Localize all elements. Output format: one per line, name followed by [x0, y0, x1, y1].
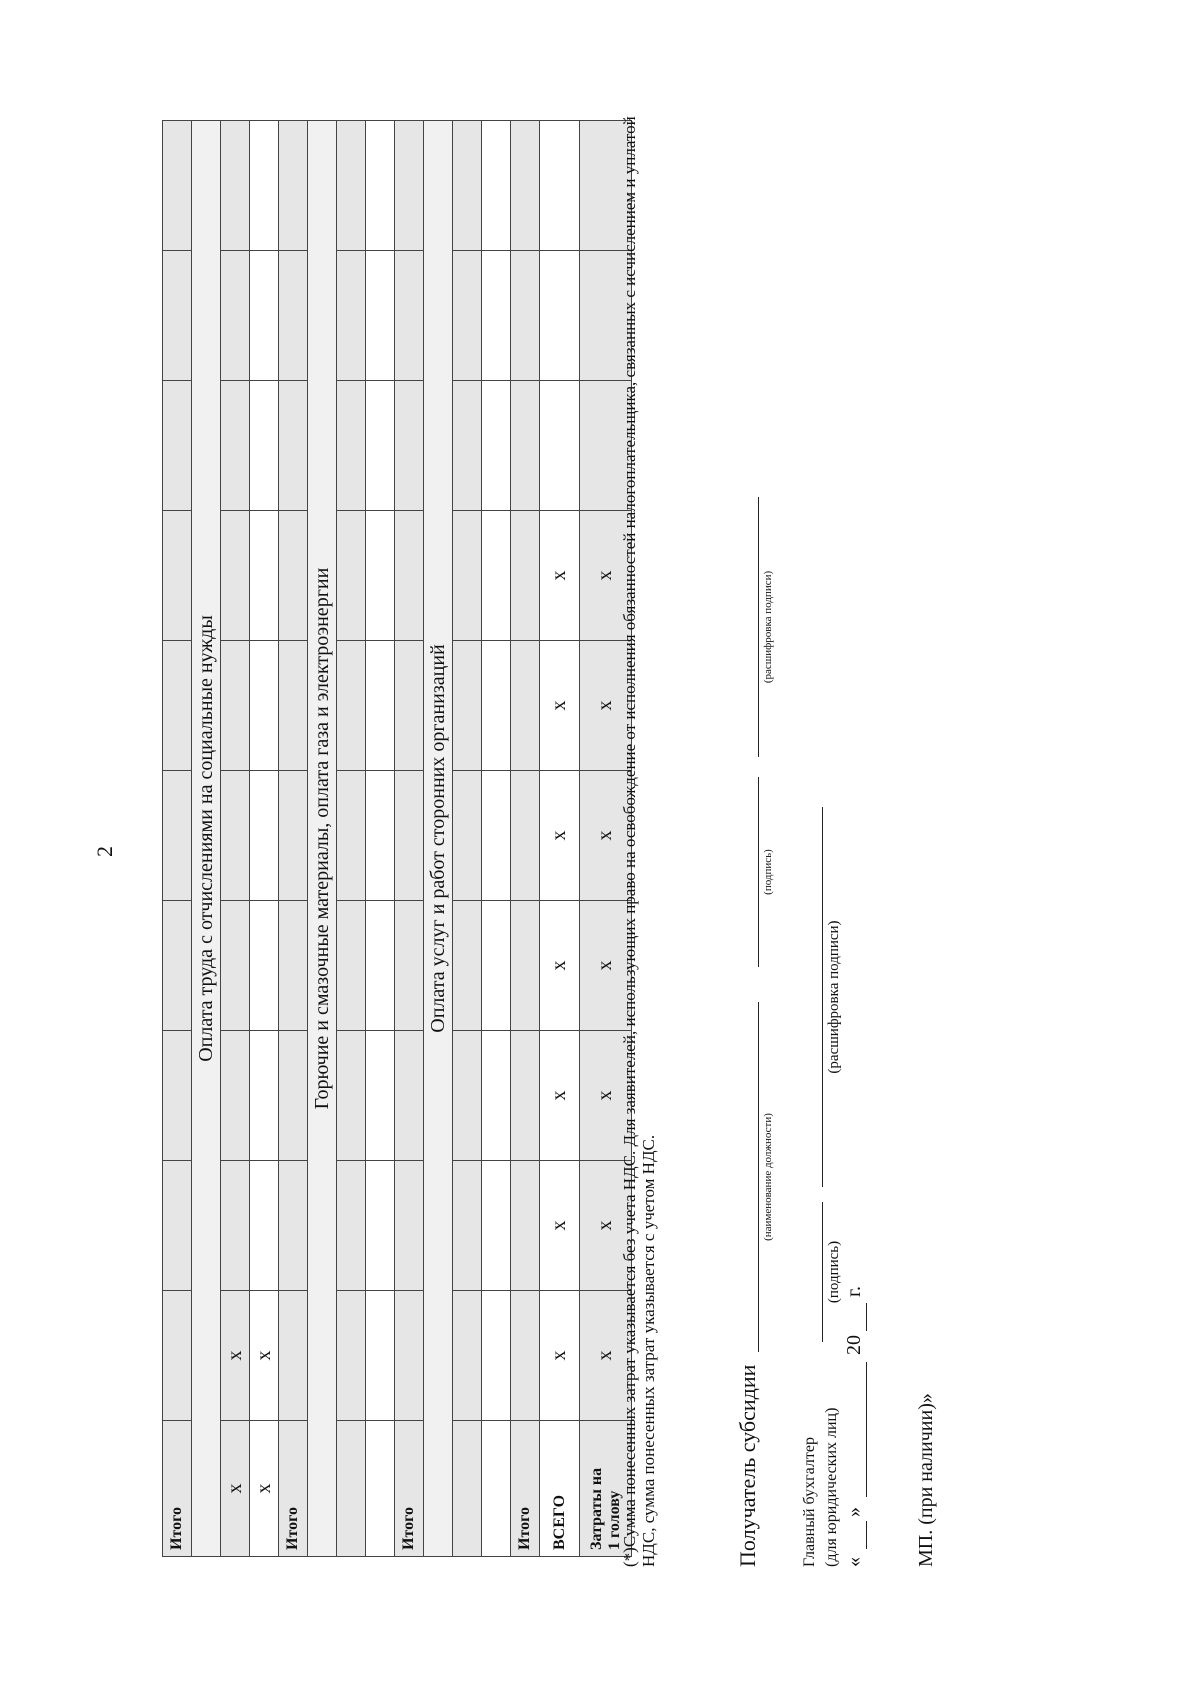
table-cell[interactable] [482, 381, 511, 511]
footnote: (*)Сумма понесенных затрат указывается без учета НДС. Для заявителей, использующих право на освобождение от исполнения обязанностей налогоплательщика, связанных с исчислением и уплатой НДС, сумма понесенных затрат указывается с учетом НДС. [620, 116, 658, 1567]
hint-signature-accountant: (подпись) [826, 1240, 842, 1304]
row-label: Итого [279, 1421, 308, 1557]
hint-decryption-accountant: (расшифровка подписи) [826, 920, 842, 1074]
section-title: Оплата услуг и работ сторонних организаций [424, 121, 453, 1557]
table-cell[interactable]: x [540, 1161, 580, 1291]
table-cell[interactable] [337, 511, 366, 641]
recipient-label: Получатель субсидии [735, 1364, 760, 1567]
date-year-suffix: г. [843, 1286, 865, 1297]
table-row [540, 121, 580, 1557]
table-cell[interactable] [453, 511, 482, 641]
table-row [163, 121, 192, 1557]
table-cell[interactable] [482, 1031, 511, 1161]
row-label: x [250, 1421, 279, 1557]
table-cell[interactable] [221, 381, 250, 511]
table-cell[interactable] [540, 381, 580, 511]
table-cell[interactable] [366, 511, 395, 641]
table-cell[interactable] [395, 381, 424, 511]
cost-table [162, 120, 632, 1557]
page-number: 2 [92, 846, 117, 857]
table-cell[interactable] [163, 901, 192, 1031]
table-cell[interactable] [511, 1031, 540, 1161]
table-cell[interactable] [163, 771, 192, 901]
table-cell[interactable] [337, 901, 366, 1031]
table-cell[interactable] [511, 121, 540, 251]
table-cell[interactable] [221, 1031, 250, 1161]
accountant-decryption-line[interactable] [822, 807, 823, 1187]
table-cell[interactable] [395, 121, 424, 251]
table-cell[interactable]: x [221, 1291, 250, 1421]
table-cell[interactable] [250, 1031, 279, 1161]
table-cell[interactable] [366, 1161, 395, 1291]
table-cell[interactable] [250, 641, 279, 771]
table-cell[interactable] [395, 511, 424, 641]
accountant-signature-line[interactable] [822, 1202, 823, 1342]
table-cell[interactable] [250, 381, 279, 511]
table-cell[interactable] [511, 1291, 540, 1421]
table-cell[interactable] [482, 121, 511, 251]
table-cell[interactable] [511, 901, 540, 1031]
table-cell[interactable] [221, 511, 250, 641]
table-cell[interactable] [511, 251, 540, 381]
table-cell[interactable]: x [540, 641, 580, 771]
table-cell[interactable] [511, 381, 540, 511]
table-cell[interactable] [482, 1291, 511, 1421]
table-cell[interactable] [453, 1161, 482, 1291]
date-quote-open: « [843, 1557, 865, 1567]
table-cell[interactable] [250, 901, 279, 1031]
table-cell[interactable] [279, 1291, 308, 1421]
table-cell[interactable] [163, 641, 192, 771]
table-cell[interactable] [250, 771, 279, 901]
section-header-row [424, 121, 453, 1557]
table-cell[interactable]: x [580, 1291, 632, 1421]
table-cell[interactable] [395, 641, 424, 771]
table-cell[interactable] [453, 1031, 482, 1161]
table-cell[interactable] [366, 381, 395, 511]
table-cell[interactable] [482, 641, 511, 771]
row-label [453, 1421, 482, 1557]
hint-signature: (подпись) [762, 849, 774, 895]
table-row [453, 121, 482, 1557]
table-cell[interactable] [163, 1291, 192, 1421]
row-label: ВСЕГО [540, 1421, 580, 1557]
table-cell[interactable] [279, 1031, 308, 1161]
table-cell[interactable] [337, 1291, 366, 1421]
row-label: Затраты на 1 голову [580, 1421, 632, 1557]
date-quote-close: » [843, 1507, 865, 1517]
table-cell[interactable] [279, 641, 308, 771]
table-cell[interactable] [453, 901, 482, 1031]
table-cell[interactable] [163, 381, 192, 511]
table-cell[interactable] [482, 1161, 511, 1291]
table-cell[interactable] [540, 121, 580, 251]
hint-position: (наименование должности) [762, 1113, 774, 1241]
table-cell[interactable]: x [580, 641, 632, 771]
table-cell[interactable] [221, 1161, 250, 1291]
table-cell[interactable] [395, 1161, 424, 1291]
table-row [250, 121, 279, 1557]
table-cell[interactable]: x [250, 1291, 279, 1421]
table-cell[interactable] [366, 121, 395, 251]
table-cell[interactable]: x [580, 901, 632, 1031]
table-cell[interactable] [221, 771, 250, 901]
table-cell[interactable] [395, 1031, 424, 1161]
table-cell[interactable] [337, 121, 366, 251]
table-cell[interactable]: x [580, 511, 632, 641]
recipient-decryption-line[interactable] [758, 497, 759, 757]
table-cell[interactable] [163, 121, 192, 251]
table-cell[interactable]: x [540, 771, 580, 901]
table-cell[interactable] [221, 641, 250, 771]
table-cell[interactable] [279, 381, 308, 511]
table-cell[interactable]: x [580, 1031, 632, 1161]
table-row [482, 121, 511, 1557]
section-title: Горючие и смазочные материалы, оплата газа и электроэнергии [308, 121, 337, 1557]
section-header-row [308, 121, 337, 1557]
table-cell[interactable] [511, 771, 540, 901]
table-cell[interactable] [279, 771, 308, 901]
table-cell[interactable] [511, 641, 540, 771]
table-cell[interactable]: x [540, 511, 580, 641]
table-cell[interactable] [337, 771, 366, 901]
table-cell[interactable] [221, 901, 250, 1031]
section-header-row [192, 121, 221, 1557]
recipient-position-line[interactable] [758, 1002, 759, 1352]
table-cell[interactable] [279, 901, 308, 1031]
table-cell[interactable] [453, 121, 482, 251]
table-cell[interactable] [221, 251, 250, 381]
table-cell[interactable] [337, 641, 366, 771]
table-cell[interactable] [453, 641, 482, 771]
table-cell[interactable] [366, 1291, 395, 1421]
table-row [279, 121, 308, 1557]
row-label [366, 1421, 395, 1557]
table-cell[interactable] [279, 1161, 308, 1291]
table-cell[interactable]: x [540, 1031, 580, 1161]
table-cell[interactable] [366, 1031, 395, 1161]
table-cell[interactable] [366, 251, 395, 381]
table-cell[interactable] [511, 1161, 540, 1291]
table-cell[interactable] [395, 251, 424, 381]
table-row [511, 121, 540, 1557]
table-row [221, 121, 250, 1557]
table-cell[interactable] [279, 251, 308, 381]
date-year-line[interactable] [866, 1303, 867, 1331]
row-label [337, 1421, 366, 1557]
table-cell[interactable] [366, 771, 395, 901]
row-label: Итого [395, 1421, 424, 1557]
recipient-signature-line[interactable] [758, 777, 759, 967]
table-cell[interactable] [279, 511, 308, 641]
stamp-place-label: МП. (при наличии)» [915, 1393, 937, 1567]
row-label [482, 1421, 511, 1557]
table-cell[interactable] [540, 251, 580, 381]
table-cell[interactable] [453, 1291, 482, 1421]
table-row [337, 121, 366, 1557]
table-cell[interactable]: x [580, 771, 632, 901]
table-cell[interactable]: x [580, 1161, 632, 1291]
table-cell[interactable] [482, 511, 511, 641]
accountant-sublabel: (для юридических лиц) [823, 1407, 840, 1567]
table-cell[interactable] [482, 901, 511, 1031]
table-cell[interactable] [163, 1031, 192, 1161]
hint-decryption: (расшифровка подписи) [762, 570, 774, 684]
table-cell[interactable] [279, 121, 308, 251]
table-cell[interactable] [453, 251, 482, 381]
table-row [366, 121, 395, 1557]
table-cell[interactable] [482, 251, 511, 381]
table-cell[interactable] [395, 901, 424, 1031]
date-day-line[interactable] [866, 1521, 867, 1549]
table-cell[interactable] [337, 381, 366, 511]
table-cell[interactable] [337, 251, 366, 381]
date-month-line[interactable] [866, 1362, 867, 1497]
table-cell[interactable] [337, 1031, 366, 1161]
table-cell[interactable]: x [540, 901, 580, 1031]
table-cell[interactable] [163, 1161, 192, 1291]
table-cell[interactable] [366, 641, 395, 771]
table-cell[interactable] [250, 121, 279, 251]
table-cell[interactable] [221, 121, 250, 251]
table-cell[interactable] [250, 251, 279, 381]
row-label: Итого [163, 1421, 192, 1557]
date-year-prefix: 20 [843, 1335, 865, 1355]
table-cell[interactable] [453, 771, 482, 901]
table-cell[interactable] [395, 1291, 424, 1421]
row-label: Итого [511, 1421, 540, 1557]
table-cell[interactable] [163, 511, 192, 641]
table-cell[interactable] [366, 901, 395, 1031]
table-cell[interactable] [163, 251, 192, 381]
table-cell[interactable] [511, 511, 540, 641]
table-cell[interactable] [395, 771, 424, 901]
table-cell[interactable] [337, 1161, 366, 1291]
table-cell[interactable]: x [540, 1291, 580, 1421]
table-row [395, 121, 424, 1557]
table-cell[interactable] [250, 511, 279, 641]
table-cell[interactable] [250, 1161, 279, 1291]
table-cell[interactable] [482, 771, 511, 901]
accountant-label: Главный бухгалтер [801, 1437, 818, 1567]
row-label: x [221, 1421, 250, 1557]
section-title: Оплата труда с отчислениями на социальные нужды [192, 121, 221, 1557]
table-cell[interactable] [453, 381, 482, 511]
